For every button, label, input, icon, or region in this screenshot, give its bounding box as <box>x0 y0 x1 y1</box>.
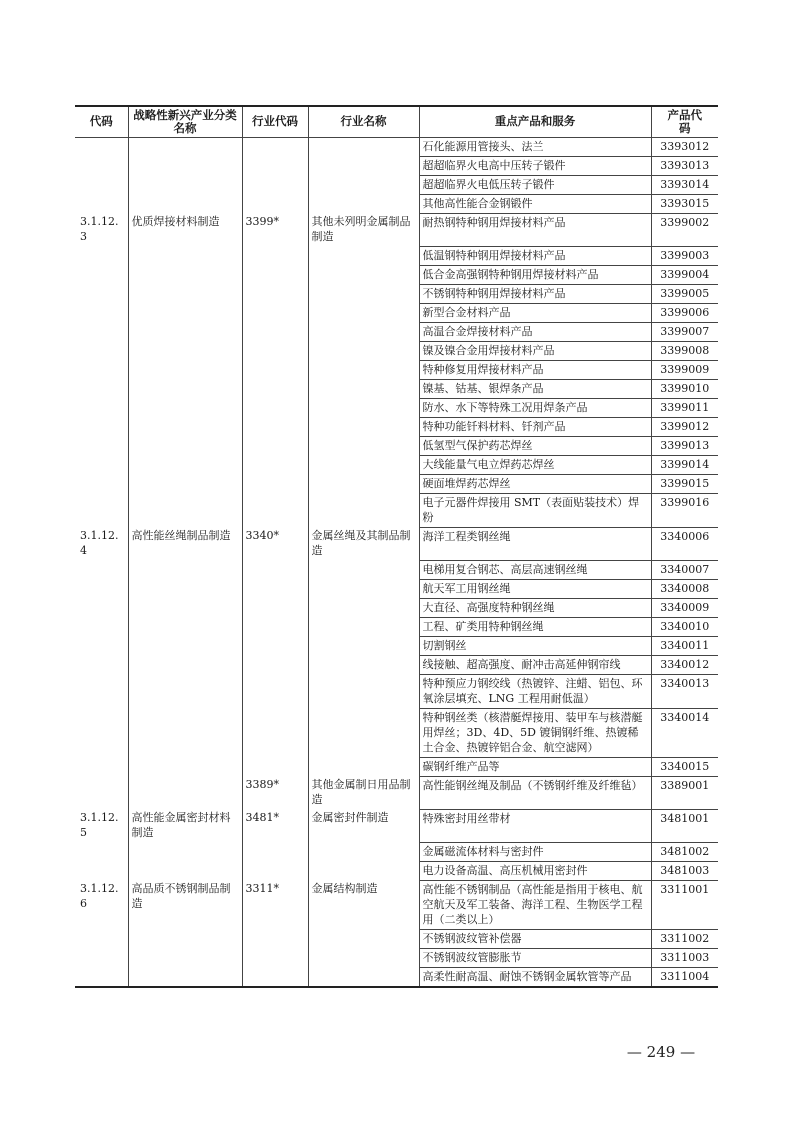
table-row <box>75 655 718 674</box>
row-industry-name <box>308 861 419 880</box>
row-product: 高温合金焊接材料产品 <box>419 322 651 341</box>
row-product: 不锈钢波纹管膨胀节 <box>419 948 651 967</box>
row-industry-name <box>308 560 419 579</box>
row-code <box>75 137 128 156</box>
row-industry-name <box>308 708 419 757</box>
product-classification-table <box>75 105 718 988</box>
row-category <box>128 265 242 284</box>
row-code: 3.1.12.6 <box>80 882 119 910</box>
row-industry-code <box>242 137 308 156</box>
row-industry-code <box>242 842 308 861</box>
row-industry-name <box>308 598 419 617</box>
row-category: 高性能丝绳制品制造 <box>128 527 242 560</box>
row-industry-name <box>308 617 419 636</box>
row-category <box>128 194 242 213</box>
row-product: 工程、矿类用特种钢丝绳 <box>419 617 651 636</box>
row-product-code: 3340006 <box>651 527 718 560</box>
table-body <box>75 137 718 987</box>
row-product-code: 3399013 <box>651 436 718 455</box>
row-category <box>128 156 242 175</box>
row-industry-code <box>242 948 308 967</box>
row-code <box>75 194 128 213</box>
row-category <box>128 655 242 674</box>
row-industry-code <box>242 360 308 379</box>
row-product: 特种钢丝类（核潜艇焊接用、装甲车与核潜艇用焊丝；3D、4D、5D 镀铜钢纤维、热镀稀土合金、热镀锌铝合金、航空滤网） <box>419 708 651 757</box>
table-row <box>75 493 718 527</box>
header-product-code: 产品代码 <box>651 106 718 137</box>
row-product: 镍及镍合金用焊接材料产品 <box>419 341 651 360</box>
table-row <box>75 436 718 455</box>
table-row <box>75 579 718 598</box>
row-category <box>128 948 242 967</box>
row-code <box>75 246 128 265</box>
row-product-code: 3393013 <box>651 156 718 175</box>
row-industry-code <box>242 417 308 436</box>
row-code <box>75 379 128 398</box>
row-product: 碳钢纤维产品等 <box>419 757 651 776</box>
row-product: 低氢型气保护药芯焊丝 <box>419 436 651 455</box>
row-industry-name: 金属密封件制造 <box>308 809 419 842</box>
table-header <box>75 106 718 137</box>
row-code <box>75 360 128 379</box>
table-row <box>75 842 718 861</box>
row-code <box>75 493 128 527</box>
row-product-code: 3311002 <box>651 929 718 948</box>
row-product: 新型合金材料产品 <box>419 303 651 322</box>
row-industry-code <box>242 598 308 617</box>
row-product: 超超临界火电高中压转子锻件 <box>419 156 651 175</box>
row-industry-code <box>242 579 308 598</box>
row-category: 优质焊接材料制造 <box>128 213 242 246</box>
row-industry-name <box>308 360 419 379</box>
row-code: 3.1.12.3 <box>80 215 119 243</box>
row-category <box>128 617 242 636</box>
row-industry-code <box>242 967 308 987</box>
row-code: 3.1.12.4 <box>80 529 119 557</box>
row-code <box>75 560 128 579</box>
row-code <box>75 322 128 341</box>
row-product-code: 3399008 <box>651 341 718 360</box>
row-product-code: 3481003 <box>651 861 718 880</box>
row-category <box>128 341 242 360</box>
table-row <box>75 527 718 560</box>
row-industry-name <box>308 265 419 284</box>
row-category <box>128 560 242 579</box>
row-product-code: 3399005 <box>651 284 718 303</box>
row-category <box>128 246 242 265</box>
row-product-code: 3399007 <box>651 322 718 341</box>
row-product-code: 3389001 <box>651 776 718 809</box>
row-code <box>75 708 128 757</box>
row-industry-code <box>242 379 308 398</box>
row-category <box>128 417 242 436</box>
row-industry-code <box>242 303 308 322</box>
row-product: 线接触、超高强度、耐冲击高延伸钢帘线 <box>419 655 651 674</box>
row-industry-name <box>308 474 419 493</box>
row-category <box>128 137 242 156</box>
row-code <box>75 674 128 708</box>
row-category <box>128 284 242 303</box>
table-row <box>75 156 718 175</box>
row-code <box>75 284 128 303</box>
row-code <box>75 436 128 455</box>
row-code <box>75 842 128 861</box>
row-industry-name: 金属丝绳及其制品制造 <box>308 527 419 560</box>
row-industry-name <box>308 757 419 776</box>
table-row <box>75 341 718 360</box>
row-industry-code <box>242 757 308 776</box>
table-row <box>75 861 718 880</box>
row-product: 低合金高强钢特种钢用焊接材料产品 <box>419 265 651 284</box>
row-category <box>128 674 242 708</box>
row-category <box>128 303 242 322</box>
row-industry-code <box>242 341 308 360</box>
row-industry-name <box>308 246 419 265</box>
row-product-code: 3340010 <box>651 617 718 636</box>
row-industry-code <box>242 674 308 708</box>
row-industry-name <box>308 436 419 455</box>
row-category <box>128 322 242 341</box>
row-industry-name <box>308 137 419 156</box>
row-category <box>128 967 242 987</box>
table-row <box>75 560 718 579</box>
table-row <box>75 360 718 379</box>
row-category <box>128 757 242 776</box>
row-product-code: 3399009 <box>651 360 718 379</box>
row-industry-name <box>308 175 419 194</box>
row-category <box>128 455 242 474</box>
row-industry-name: 其他未列明金属制品制造 <box>308 213 419 246</box>
table-row <box>75 175 718 194</box>
table-row <box>75 674 718 708</box>
row-product-code: 3481001 <box>651 809 718 842</box>
row-industry-code: 3481* <box>242 809 308 842</box>
row-industry-code <box>242 322 308 341</box>
row-product: 航天军工用钢丝绳 <box>419 579 651 598</box>
header-industry-code: 行业代码 <box>242 106 308 137</box>
row-category <box>128 436 242 455</box>
table-row <box>75 284 718 303</box>
row-category <box>128 636 242 655</box>
row-product: 其他高性能合金钢锻件 <box>419 194 651 213</box>
row-code <box>75 341 128 360</box>
row-product-code: 3340007 <box>651 560 718 579</box>
row-product-code: 3340013 <box>651 674 718 708</box>
row-category <box>128 929 242 948</box>
row-product-code: 3399003 <box>651 246 718 265</box>
row-code <box>75 636 128 655</box>
row-code <box>75 776 128 809</box>
row-industry-code <box>242 455 308 474</box>
row-code <box>75 474 128 493</box>
row-category <box>128 379 242 398</box>
row-category <box>128 360 242 379</box>
table-row <box>75 417 718 436</box>
row-product-code: 3399010 <box>651 379 718 398</box>
row-category <box>128 493 242 527</box>
row-product: 金属磁流体材料与密封件 <box>419 842 651 861</box>
row-code <box>75 303 128 322</box>
row-category: 高品质不锈钢制品制造 <box>128 880 242 929</box>
row-industry-code <box>242 617 308 636</box>
row-industry-name <box>308 636 419 655</box>
row-product: 电子元器件焊接用 SMT（表面贴装技术）焊粉 <box>419 493 651 527</box>
row-industry-code <box>242 398 308 417</box>
table-row <box>75 929 718 948</box>
row-industry-code: 3399* <box>242 213 308 246</box>
row-code <box>75 948 128 967</box>
row-industry-code: 3389* <box>242 776 308 809</box>
row-category <box>128 474 242 493</box>
row-product-code: 3399015 <box>651 474 718 493</box>
row-product: 镍基、钴基、银焊条产品 <box>419 379 651 398</box>
row-product-code: 3399006 <box>651 303 718 322</box>
row-industry-code <box>242 861 308 880</box>
row-product-code: 3340009 <box>651 598 718 617</box>
row-product: 低温钢特种钢用焊接材料产品 <box>419 246 651 265</box>
table-row <box>75 322 718 341</box>
row-code <box>75 417 128 436</box>
row-category <box>128 598 242 617</box>
row-product: 特种预应力钢绞线（热镀锌、注蜡、铝包、环氧涂层填充、LNG 工程用耐低温） <box>419 674 651 708</box>
row-category <box>128 776 242 809</box>
row-industry-code <box>242 436 308 455</box>
row-industry-name <box>308 303 419 322</box>
table-row <box>75 213 718 246</box>
row-product-code: 3393012 <box>651 137 718 156</box>
table-row <box>75 379 718 398</box>
row-product: 大直径、高强度特种钢丝绳 <box>419 598 651 617</box>
row-industry-code <box>242 156 308 175</box>
table-row <box>75 398 718 417</box>
row-product: 电梯用复合钢芯、高层高速钢丝绳 <box>419 560 651 579</box>
row-code <box>75 579 128 598</box>
row-code <box>75 598 128 617</box>
header-category: 战略性新兴产业分类名称 <box>128 106 242 137</box>
row-product: 超超临界火电低压转子锻件 <box>419 175 651 194</box>
table-row <box>75 265 718 284</box>
row-product: 特种功能钎料材料、钎剂产品 <box>419 417 651 436</box>
row-code <box>75 967 128 987</box>
row-industry-name <box>308 929 419 948</box>
row-code <box>75 929 128 948</box>
table-row <box>75 303 718 322</box>
row-product-code: 3393014 <box>651 175 718 194</box>
row-industry-name <box>308 655 419 674</box>
row-category <box>128 398 242 417</box>
row-product-code: 3340014 <box>651 708 718 757</box>
row-product-code: 3311004 <box>651 967 718 987</box>
row-industry-code <box>242 194 308 213</box>
row-code <box>75 757 128 776</box>
row-industry-name <box>308 842 419 861</box>
row-code <box>75 617 128 636</box>
row-product-code: 3340012 <box>651 655 718 674</box>
row-industry-name <box>308 674 419 708</box>
row-product: 大线能量气电立焊药芯焊丝 <box>419 455 651 474</box>
table-row <box>75 776 718 809</box>
header-row <box>75 106 718 137</box>
row-industry-code: 3311* <box>242 880 308 929</box>
row-industry-code <box>242 474 308 493</box>
header-code: 代码 <box>75 106 128 137</box>
row-category: 高性能金属密封材料制造 <box>128 809 242 842</box>
row-industry-code <box>242 560 308 579</box>
row-product: 耐热钢特种钢用焊接材料产品 <box>419 213 651 246</box>
row-category <box>128 842 242 861</box>
row-product-code: 3393015 <box>651 194 718 213</box>
row-product-code: 3399002 <box>651 213 718 246</box>
row-industry-name <box>308 379 419 398</box>
row-industry-name <box>308 455 419 474</box>
row-product: 防水、水下等特殊工况用焊条产品 <box>419 398 651 417</box>
row-product: 电力设备高温、高压机械用密封件 <box>419 861 651 880</box>
row-product: 硬面堆焊药芯焊丝 <box>419 474 651 493</box>
table-row <box>75 617 718 636</box>
row-product-code: 3399016 <box>651 493 718 527</box>
row-industry-name <box>308 284 419 303</box>
table-row <box>75 708 718 757</box>
row-industry-name <box>308 194 419 213</box>
row-product: 特种修复用焊接材料产品 <box>419 360 651 379</box>
header-industry-name: 行业名称 <box>308 106 419 137</box>
row-category <box>128 579 242 598</box>
row-code <box>75 265 128 284</box>
row-industry-code <box>242 929 308 948</box>
row-code <box>75 156 128 175</box>
header-products: 重点产品和服务 <box>419 106 651 137</box>
row-industry-name <box>308 417 419 436</box>
row-product-code: 3399012 <box>651 417 718 436</box>
row-code <box>75 175 128 194</box>
row-industry-code <box>242 284 308 303</box>
row-product-code: 3340011 <box>651 636 718 655</box>
row-product-code: 3340008 <box>651 579 718 598</box>
row-industry-code <box>242 175 308 194</box>
row-product-code: 3340015 <box>651 757 718 776</box>
row-category <box>128 175 242 194</box>
row-code <box>75 861 128 880</box>
table-row <box>75 455 718 474</box>
row-code <box>75 455 128 474</box>
row-industry-code <box>242 655 308 674</box>
page-number: — 249 — <box>626 1043 696 1061</box>
row-industry-name <box>308 156 419 175</box>
row-product: 高性能不锈钢制品（高性能是指用于核电、航空航天及军工装备、海洋工程、生物医学工程用（二类以上） <box>419 880 651 929</box>
row-product-code: 3399014 <box>651 455 718 474</box>
table-row <box>75 474 718 493</box>
table-row <box>75 246 718 265</box>
table-row <box>75 757 718 776</box>
row-code <box>75 398 128 417</box>
row-industry-name <box>308 967 419 987</box>
table-row <box>75 948 718 967</box>
row-product-code: 3311001 <box>651 880 718 929</box>
row-industry-name <box>308 398 419 417</box>
row-product-code: 3311003 <box>651 948 718 967</box>
table-row <box>75 636 718 655</box>
row-industry-code <box>242 493 308 527</box>
row-product: 切割钢丝 <box>419 636 651 655</box>
row-industry-name <box>308 322 419 341</box>
row-industry-name <box>308 948 419 967</box>
row-industry-name: 其他金属制日用品制造 <box>308 776 419 809</box>
row-code <box>75 655 128 674</box>
table-row <box>75 809 718 842</box>
row-industry-code <box>242 636 308 655</box>
row-industry-code <box>242 708 308 757</box>
row-industry-code: 3340* <box>242 527 308 560</box>
row-industry-name <box>308 493 419 527</box>
row-product: 海洋工程类钢丝绳 <box>419 527 651 560</box>
row-category <box>128 861 242 880</box>
row-product: 不锈钢波纹管补偿器 <box>419 929 651 948</box>
row-product: 特殊密封用丝带材 <box>419 809 651 842</box>
row-industry-code <box>242 265 308 284</box>
table-row <box>75 194 718 213</box>
table-row <box>75 967 718 987</box>
row-product-code: 3481002 <box>651 842 718 861</box>
row-code: 3.1.12.5 <box>80 811 119 839</box>
row-product-code: 3399004 <box>651 265 718 284</box>
row-industry-name: 金属结构制造 <box>308 880 419 929</box>
row-product: 石化能源用管接头、法兰 <box>419 137 651 156</box>
row-product: 高柔性耐高温、耐蚀不锈钢金属软管等产品 <box>419 967 651 987</box>
row-category <box>128 708 242 757</box>
table-row <box>75 880 718 929</box>
table-row <box>75 137 718 156</box>
row-product-code: 3399011 <box>651 398 718 417</box>
row-industry-name <box>308 579 419 598</box>
table-row <box>75 598 718 617</box>
row-industry-name <box>308 341 419 360</box>
row-industry-code <box>242 246 308 265</box>
row-product: 高性能钢丝绳及制品（不锈钢纤维及纤维毡） <box>419 776 651 809</box>
row-product: 不锈钢特种钢用焊接材料产品 <box>419 284 651 303</box>
